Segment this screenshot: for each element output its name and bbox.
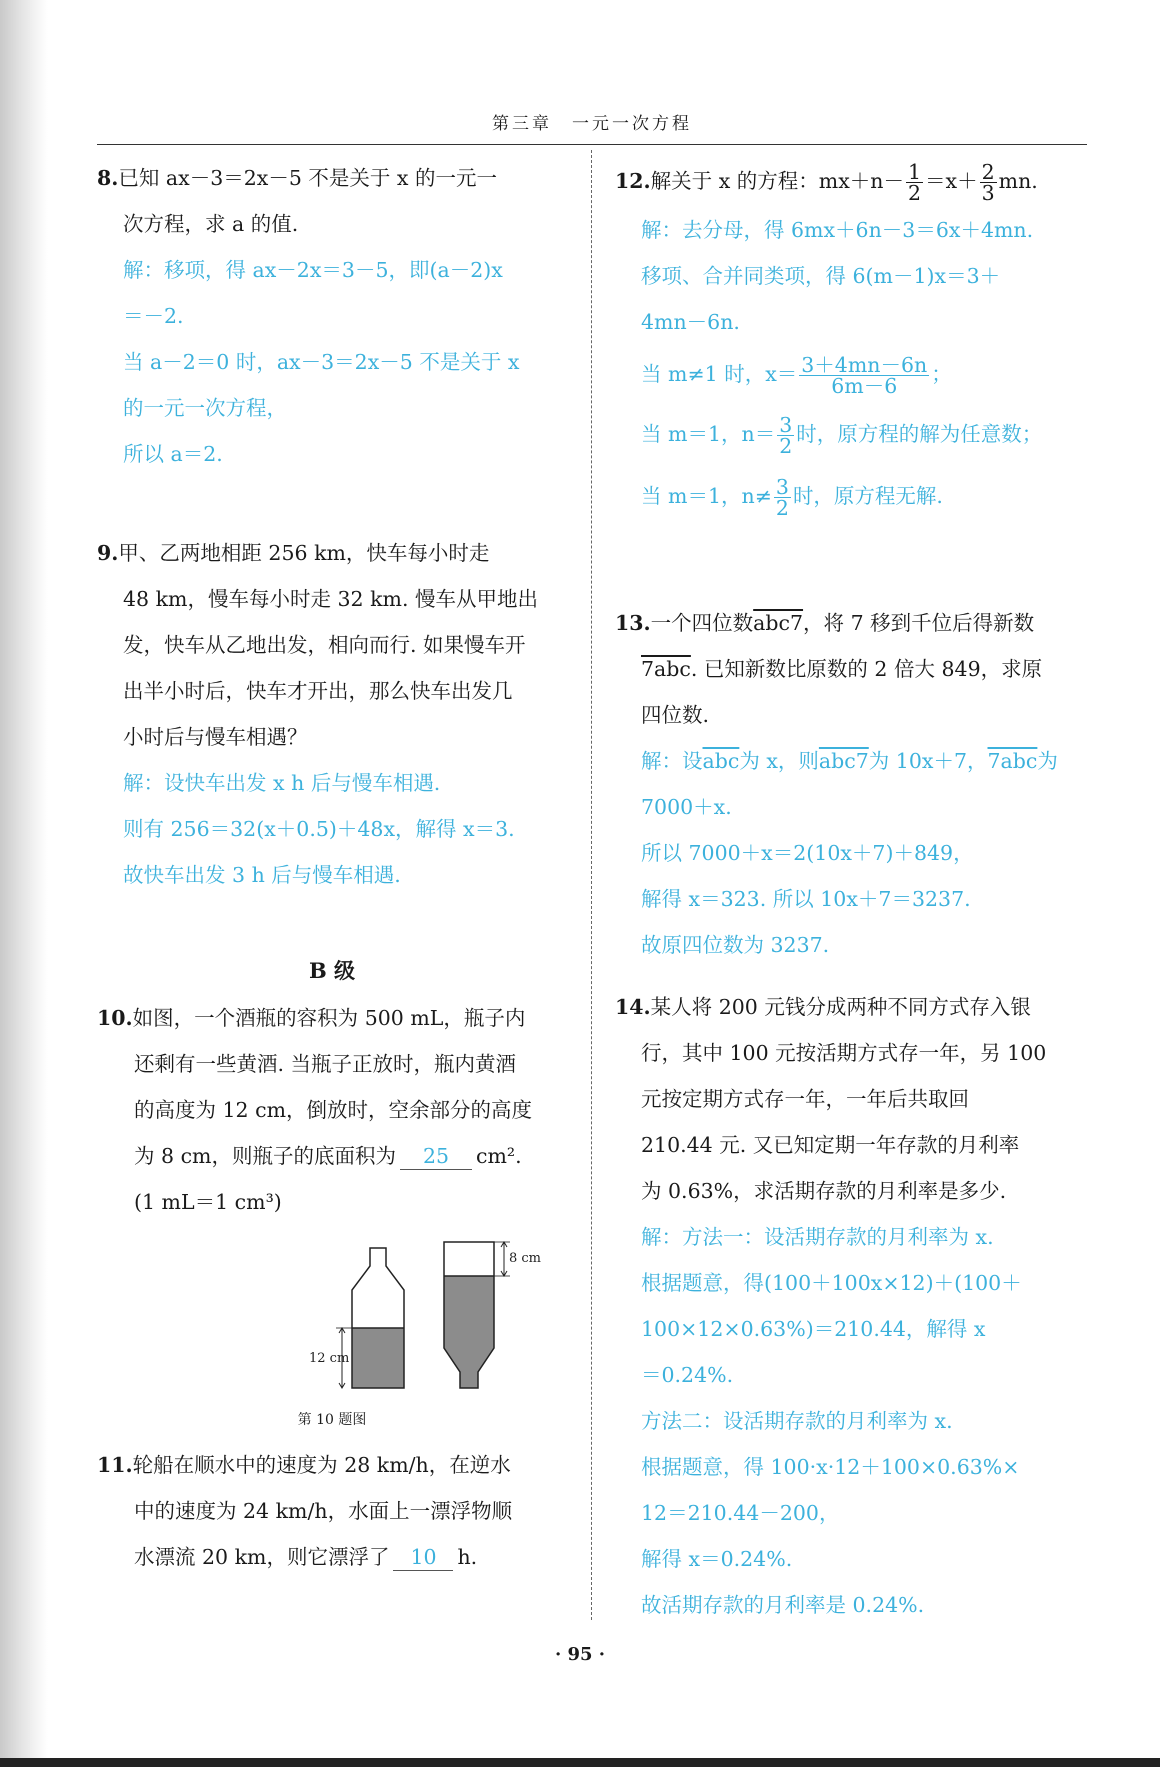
problem-13: 13.一个四位数abc7，将 7 移到千位后得新数 7abc. 已知新数比原数的 2 倍大 849，求原 四位数. 解：设$\overline{abc}$为 x，则abc7为 10x＋7，7abc为 7000＋x. 所以 7000＋x＝2(10x＋7)＋849， 解得 x＝323. 所以 10x＋7＝3237. 故原四位数为 3237. (615, 600, 1087, 968)
problem-14-stem: 14.某人将 200 元钱分成两种不同方式存入银 (615, 995, 1031, 1019)
fraction: $\frac{1}{2}$ (907, 160, 922, 205)
bottle-figure (207, 1238, 677, 1398)
chapter-header (97, 104, 1087, 145)
answer-blank-11: 10 (393, 1544, 453, 1571)
chapter-title: 第三章 一元一次方程 (492, 114, 692, 134)
problem-9: 9.甲、乙两地相距 256 km，快车每小时走 48 km，慢车每小时走 32 km. 慢车从甲地出 发，快车从乙地出发，相向而行. 如果慢车开 出半小时后，快车才开出，那么快车出发几 小时后与慢车相遇？ 解：设快车出发 x h 后与慢车相遇. 则有 256＝32(x＋0.5)＋48x，解得 x＝3. 故快车出发 3 h 后与慢车相遇. (97, 530, 567, 898)
answer-blank-10: 25 (400, 1143, 472, 1170)
problem-10-stem: 10.如图，一个酒瓶的容积为 500 mL，瓶子内 (97, 1006, 526, 1030)
problem-8-solution: 解：移项，得 ax－2x＝3－5，即(a－2)x (123, 258, 503, 282)
problem-12-stem: 12.解关于 x 的方程：mx＋n－ $\frac{1}{2}$ ＝x＋ $\frac{2}{3}$ mn. (615, 160, 1038, 205)
problem-11: 11.轮船在顺水中的速度为 28 km/h，在逆水 中的速度为 24 km/h，水面上一漂浮物顺 水漂流 20 km，则它漂浮了 10 h. (97, 1442, 567, 1580)
problem-9-stem: 9.甲、乙两地相距 256 km，快车每小时走 (97, 541, 490, 565)
label-8cm: 8 cm (509, 1251, 542, 1266)
page-number: · 95 · (554, 1644, 606, 1665)
bottom-bar (0, 1758, 1160, 1767)
page-edge-shadow (0, 0, 48, 1767)
fraction: $\frac{2}{3}$ (981, 160, 995, 205)
column-divider (591, 150, 592, 1620)
problem-13-solution: 解：设$\overline{abc}$为 x，则abc7为 10x＋7，7abc为 7000＋x. 所以 7000＋x＝2(10x＋7)＋849， 解得 x＝323. 所以 10x＋7＝3237. 故原四位数为 3237. (641, 749, 1058, 957)
problem-13-stem: 13.一个四位数abc7，将 7 移到千位后得新数 (615, 611, 1035, 635)
upright-bottle-liquid (352, 1328, 404, 1388)
problem-9-solution: 解：设快车出发 x h 后与慢车相遇. (123, 771, 441, 795)
problem-12-solution: 解：去分母，得 6mx＋6n－3＝6x＋4mn. 移项、合并同类项，得 6(m－1)x＝3＋ 4mn－6n. 当 m≠1 时，x＝ $\frac{3+4mn-6n}{6m-6}$ ； 当 m＝1，n＝ $\frac{3}{2}$ 时，原方程的解为任意数； 当 m＝1，n≠ $\frac{3}{2}$ 时，原方程无解. (641, 218, 1043, 520)
figure-caption: 第 10 题图 (297, 1412, 367, 1428)
problem-11-stem: 11.轮船在顺水中的速度为 28 km/h，在逆水 (97, 1453, 511, 1477)
inverted-bottle-liquid (444, 1276, 494, 1388)
problem-12 (615, 155, 1087, 527)
problem-8: 8.已知 ax－3＝2x－5 不是关于 x 的一元一 次方程，求 a 的值. 解：移项，得 ax－2x＝3－5，即(a－2)x ＝－2. 当 a－2＝0 时，ax－3＝2x－5 不是关于 x 的一元一次方程， 所以 a＝2. (97, 155, 567, 477)
problem-10: 10.如图，一个酒瓶的容积为 500 mL，瓶子内 还剩有一些黄酒. 当瓶子正放时，瓶内黄酒 的高度为 12 cm，倒放时，空余部分的高度 为 8 cm，则瓶子的底面积为 25 cm². (1 mL＝1 cm³) (97, 995, 567, 1225)
problem-14-solution: 解：方法一：设活期存款的月利率为 x. 根据题意，得(100＋100x×12)＋(100＋ 100×12×0.63%)＝210.44，解得 x ＝0.24%. 方法二：设活期存款的月利率为 x. 根据题意，得 100·x·12＋100×0.63%× 12＝210.44－200， 解得 x＝0.24%. 故活期存款的月利率是 0.24%. (641, 1225, 1022, 1617)
level-b-heading: B 级 (308, 958, 356, 983)
label-12cm: 12 cm (309, 1351, 350, 1366)
problem-14: 14.某人将 200 元钱分成两种不同方式存入银 行，其中 100 元按活期方式存一年，另 100 元按定期方式存一年，一年后共取回 210.44 元. 又已知定期一年存款的月利率 为 0.63%，求活期存款的月利率是多少. 解：方法一：设活期存款的月利率为 x. 根据题意，得(100＋100x×12)＋(100＋ 100×12×0.63%)＝210.44，解得 x ＝0.24%. 方法二：设活期存款的月利率为 x. 根据题意，得 100·x·12＋100×0.63%× 12＝210.44－200， 解得 x＝0.24%. 故活期存款的月利率是 0.24%. (615, 984, 1087, 1628)
problem-8-stem: 8.已知 ax－3＝2x－5 不是关于 x 的一元一 (97, 166, 498, 190)
